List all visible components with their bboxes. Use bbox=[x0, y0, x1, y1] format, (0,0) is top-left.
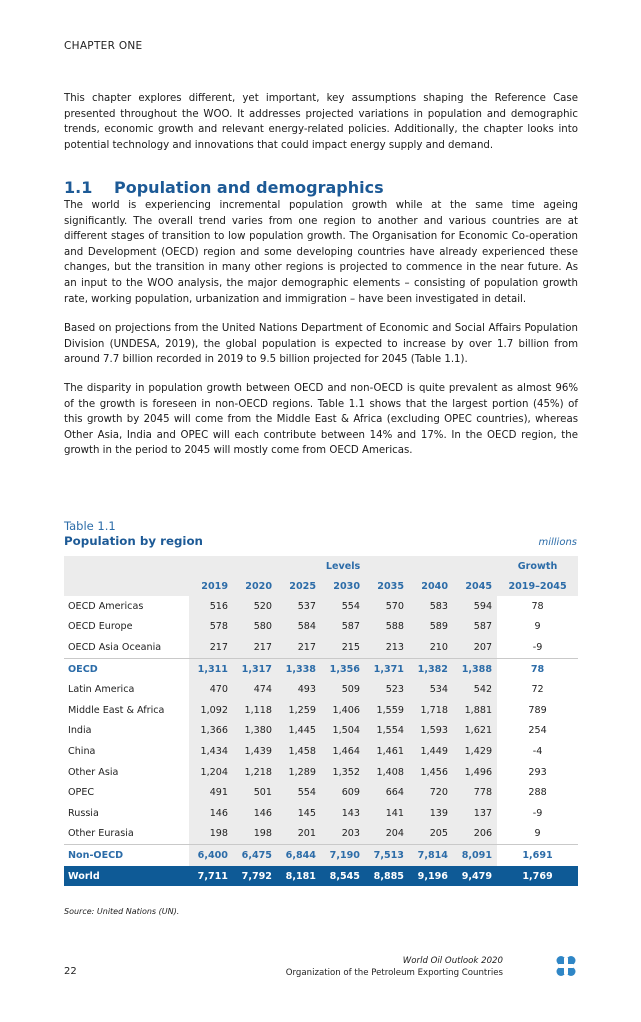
intro-paragraph: This chapter explores different, yet important, key assumptions shaping the Reference Case presented throughout the WOO. It addresses projected variations in population and demographic trends, economic growth and relevant energy-related policies. Additionally, the chapter looks into potential technology and innovations that could impact energy supply and demand. bbox=[64, 93, 578, 151]
year-header: 2025 bbox=[277, 576, 321, 596]
value-cell: 1,439 bbox=[233, 741, 277, 762]
value-cell: 198 bbox=[189, 824, 233, 845]
value-cell: 215 bbox=[321, 637, 365, 658]
table-corner bbox=[64, 576, 189, 596]
chapter-label: CHAPTER ONE bbox=[64, 40, 143, 52]
year-header: 2030 bbox=[321, 576, 365, 596]
table-row bbox=[64, 866, 578, 887]
table-row bbox=[64, 679, 578, 700]
value-cell: 203 bbox=[321, 824, 365, 845]
growth-cell: 789 bbox=[528, 704, 547, 716]
growth-cell: 72 bbox=[531, 684, 544, 696]
value-cell: 1,554 bbox=[365, 721, 409, 742]
table-row bbox=[64, 824, 578, 845]
value-cell: 9,479 bbox=[453, 866, 497, 887]
year-header: 2019 bbox=[189, 576, 233, 596]
value-cell: 198 bbox=[233, 824, 277, 845]
value-cell: 509 bbox=[321, 679, 365, 700]
value-cell: 1,356 bbox=[321, 658, 365, 679]
value-cell: 137 bbox=[453, 803, 497, 824]
growth-cell: 1,769 bbox=[497, 866, 578, 887]
table-row bbox=[64, 741, 578, 762]
value-cell: 501 bbox=[233, 782, 277, 803]
region-cell: India bbox=[68, 725, 92, 737]
value-cell: 7,711 bbox=[189, 866, 233, 887]
value-cell: 217 bbox=[233, 637, 277, 658]
value-cell: 520 bbox=[233, 596, 277, 617]
value-cell: 1,621 bbox=[453, 721, 497, 742]
year-header: 2020 bbox=[233, 576, 277, 596]
region-cell: China bbox=[68, 745, 96, 757]
value-cell: 8,885 bbox=[365, 866, 409, 887]
value-cell: 1,434 bbox=[189, 741, 233, 762]
region-cell: OPEC bbox=[68, 787, 95, 799]
value-cell: 664 bbox=[365, 782, 409, 803]
value-cell: 587 bbox=[321, 617, 365, 638]
value-cell: 1,118 bbox=[233, 700, 277, 721]
footer-credits bbox=[286, 955, 503, 979]
value-cell: 1,881 bbox=[453, 700, 497, 721]
year-header: 2040 bbox=[409, 576, 453, 596]
value-cell: 1,429 bbox=[453, 741, 497, 762]
region-cell: Other Asia bbox=[68, 766, 119, 778]
growth-cell: -4 bbox=[532, 745, 543, 757]
growth-header: Growth bbox=[497, 556, 578, 576]
table-corner bbox=[64, 556, 189, 576]
value-cell: 143 bbox=[321, 803, 365, 824]
value-cell: 1,382 bbox=[409, 658, 453, 679]
paragraph: Based on projections from the United Nations Department of Economic and Social Affairs Population Division (UNDESA, 2019), the global population is expected to increase by over 1.7 billion from around 7.7 billion recorded in 2019 to 9.5 billion projected for 2045 (Table 1.1). bbox=[64, 323, 578, 366]
value-cell: 1,408 bbox=[365, 762, 409, 783]
value-cell: 7,792 bbox=[233, 866, 277, 887]
value-cell: 146 bbox=[189, 803, 233, 824]
region-cell: OECD Asia Oceania bbox=[68, 641, 162, 653]
table-title: Population by region bbox=[64, 534, 203, 548]
paragraph: The world is experiencing incremental population growth while at the same time ageing significantly. The overall trend varies from one region to another and various countries are at different stages of transition to low population growth. The Organisation for Economic Co-operation and Development (OECD) region and some developing countries have already experienced these changes, but the transition in many other regions is projected to commence in the near future. As an input to the WOO analysis, the major demographic elements – consisting of population growth rate, working population, urbanization and immigration – have been investigated in detail. bbox=[64, 200, 578, 305]
value-cell: 493 bbox=[277, 679, 321, 700]
value-cell: 491 bbox=[189, 782, 233, 803]
publication-title: World Oil Outlook 2020 bbox=[402, 956, 503, 966]
section-number: 1.1 bbox=[64, 178, 93, 197]
value-cell: 1,259 bbox=[277, 700, 321, 721]
value-cell: 1,092 bbox=[189, 700, 233, 721]
value-cell: 1,718 bbox=[409, 700, 453, 721]
value-cell: 1,456 bbox=[409, 762, 453, 783]
growth-cell: 9 bbox=[534, 828, 541, 840]
value-cell: 523 bbox=[365, 679, 409, 700]
table-unit: millions bbox=[538, 537, 577, 548]
value-cell: 537 bbox=[277, 596, 321, 617]
table-row bbox=[64, 617, 578, 638]
value-cell: 207 bbox=[453, 637, 497, 658]
table-row bbox=[64, 637, 578, 658]
value-cell: 534 bbox=[409, 679, 453, 700]
value-cell: 1,449 bbox=[409, 741, 453, 762]
growth-cell: -9 bbox=[532, 641, 543, 653]
value-cell: 7,814 bbox=[409, 845, 453, 866]
value-cell: 589 bbox=[409, 617, 453, 638]
growth-cell: 9 bbox=[534, 621, 541, 633]
value-cell: 141 bbox=[365, 803, 409, 824]
value-cell: 470 bbox=[189, 679, 233, 700]
value-cell: 570 bbox=[365, 596, 409, 617]
paragraph: The disparity in population growth between OECD and non-OECD is quite prevalent as almost 96% of the growth is foreseen in non-OECD regions. Table 1.1 shows that the largest portion (45%) of this growth by 2045 will come from the Middle East & Africa (excluding OPEC countries), whereas Other Asia, India and OPEC will each contribute between 14% and 17%. In the OECD region, the growth in the period to 2045 will mostly come from OECD Americas. bbox=[64, 383, 578, 457]
value-cell: 1,464 bbox=[321, 741, 365, 762]
value-cell: 8,091 bbox=[453, 845, 497, 866]
value-cell: 1,496 bbox=[453, 762, 497, 783]
value-cell: 1,445 bbox=[277, 721, 321, 742]
value-cell: 1,338 bbox=[277, 658, 321, 679]
value-cell: 1,559 bbox=[365, 700, 409, 721]
value-cell: 7,190 bbox=[321, 845, 365, 866]
value-cell: 584 bbox=[277, 617, 321, 638]
table-row bbox=[64, 700, 578, 721]
organization-name: Organization of the Petroleum Exporting Countries bbox=[285, 968, 503, 978]
table-row bbox=[64, 762, 578, 783]
region-cell: OECD bbox=[64, 658, 189, 679]
opec-logo-icon bbox=[554, 955, 578, 977]
value-cell: 516 bbox=[189, 596, 233, 617]
value-cell: 609 bbox=[321, 782, 365, 803]
value-cell: 778 bbox=[453, 782, 497, 803]
value-cell: 210 bbox=[409, 637, 453, 658]
value-cell: 139 bbox=[409, 803, 453, 824]
region-cell: Russia bbox=[68, 807, 99, 819]
table-number: Table 1.1 bbox=[64, 519, 116, 533]
value-cell: 1,289 bbox=[277, 762, 321, 783]
year-header: 2045 bbox=[453, 576, 497, 596]
value-cell: 1,458 bbox=[277, 741, 321, 762]
growth-cell: 288 bbox=[528, 787, 547, 799]
value-cell: 145 bbox=[277, 803, 321, 824]
value-cell: 6,475 bbox=[233, 845, 277, 866]
region-cell: Middle East & Africa bbox=[68, 704, 165, 716]
value-cell: 1,388 bbox=[453, 658, 497, 679]
value-cell: 1,311 bbox=[189, 658, 233, 679]
value-cell: 1,366 bbox=[189, 721, 233, 742]
region-cell: OECD Europe bbox=[68, 621, 133, 633]
growth-cell: 254 bbox=[528, 725, 547, 737]
region-cell: OECD Americas bbox=[68, 600, 144, 612]
value-cell: 9,196 bbox=[409, 866, 453, 887]
value-cell: 1,317 bbox=[233, 658, 277, 679]
value-cell: 578 bbox=[189, 617, 233, 638]
value-cell: 1,204 bbox=[189, 762, 233, 783]
value-cell: 217 bbox=[277, 637, 321, 658]
growth-cell: 78 bbox=[531, 600, 544, 612]
table-row bbox=[64, 782, 578, 803]
growth-cell: 78 bbox=[497, 658, 578, 679]
value-cell: 554 bbox=[277, 782, 321, 803]
growth-cell: 293 bbox=[528, 766, 547, 778]
table-row bbox=[64, 845, 578, 866]
value-cell: 474 bbox=[233, 679, 277, 700]
growth-cell: -9 bbox=[532, 807, 543, 819]
value-cell: 594 bbox=[453, 596, 497, 617]
value-cell: 204 bbox=[365, 824, 409, 845]
value-cell: 206 bbox=[453, 824, 497, 845]
value-cell: 1,218 bbox=[233, 762, 277, 783]
value-cell: 6,844 bbox=[277, 845, 321, 866]
growth-cell: 1,691 bbox=[497, 845, 578, 866]
table-row bbox=[64, 596, 578, 617]
value-cell: 7,513 bbox=[365, 845, 409, 866]
section-title: Population and demographics bbox=[114, 178, 384, 197]
region-cell: Latin America bbox=[68, 684, 135, 696]
value-cell: 6,400 bbox=[189, 845, 233, 866]
table-row bbox=[64, 658, 578, 679]
growth-period-header: 2019–2045 bbox=[497, 576, 578, 596]
value-cell: 588 bbox=[365, 617, 409, 638]
page-number: 22 bbox=[64, 966, 77, 977]
value-cell: 720 bbox=[409, 782, 453, 803]
value-cell: 554 bbox=[321, 596, 365, 617]
population-table bbox=[64, 556, 578, 886]
value-cell: 217 bbox=[189, 637, 233, 658]
value-cell: 146 bbox=[233, 803, 277, 824]
value-cell: 1,504 bbox=[321, 721, 365, 742]
value-cell: 1,593 bbox=[409, 721, 453, 742]
value-cell: 1,406 bbox=[321, 700, 365, 721]
value-cell: 1,461 bbox=[365, 741, 409, 762]
region-cell: Other Eurasia bbox=[68, 828, 134, 840]
value-cell: 8,545 bbox=[321, 866, 365, 887]
value-cell: 201 bbox=[277, 824, 321, 845]
levels-header: Levels bbox=[189, 556, 497, 576]
table-row bbox=[64, 803, 578, 824]
section-heading bbox=[64, 178, 384, 197]
value-cell: 587 bbox=[453, 617, 497, 638]
value-cell: 1,352 bbox=[321, 762, 365, 783]
region-cell: World bbox=[64, 866, 189, 887]
table-source: Source: United Nations (UN). bbox=[64, 907, 180, 916]
table-row bbox=[64, 721, 578, 742]
value-cell: 583 bbox=[409, 596, 453, 617]
value-cell: 580 bbox=[233, 617, 277, 638]
value-cell: 542 bbox=[453, 679, 497, 700]
year-header: 2035 bbox=[365, 576, 409, 596]
value-cell: 213 bbox=[365, 637, 409, 658]
value-cell: 205 bbox=[409, 824, 453, 845]
value-cell: 1,371 bbox=[365, 658, 409, 679]
value-cell: 1,380 bbox=[233, 721, 277, 742]
region-cell: Non-OECD bbox=[64, 845, 189, 866]
value-cell: 8,181 bbox=[277, 866, 321, 887]
